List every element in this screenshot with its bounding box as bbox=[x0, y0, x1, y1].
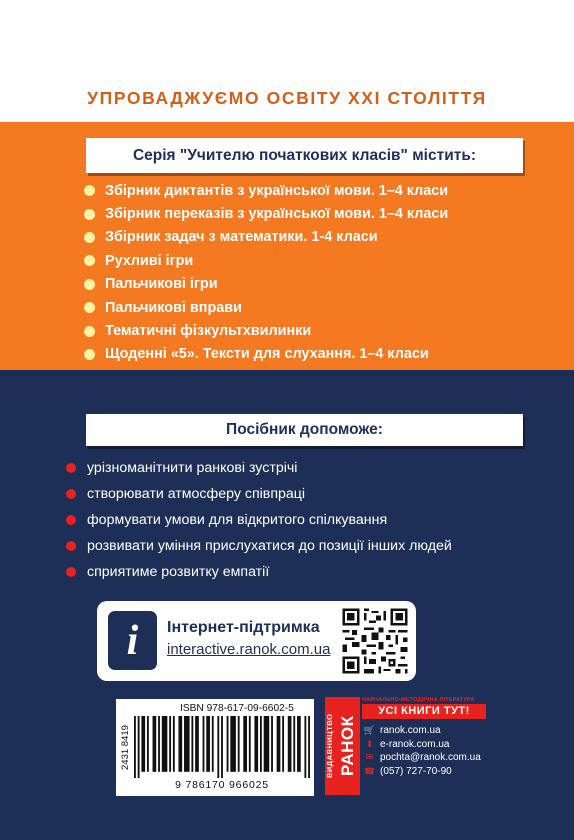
bullet-icon bbox=[84, 326, 95, 337]
list-item: Збірник диктантів з української мови. 1–4 класи bbox=[84, 179, 448, 202]
list-item: Пальчикові ігри bbox=[84, 273, 448, 296]
bullet-icon bbox=[66, 515, 76, 525]
mail-icon: ✉ bbox=[365, 752, 374, 763]
list-item: Рухливі ігри bbox=[84, 249, 448, 272]
barcode-number: 9 786170 966025 bbox=[175, 779, 269, 791]
publisher-label: ВИДАВНИЦТВО bbox=[325, 713, 334, 779]
barcode-side-number: 2431 8419 bbox=[120, 725, 131, 771]
cart-icon: 🛒 bbox=[363, 725, 376, 736]
series-list bbox=[84, 179, 448, 366]
series-title: Серія "Учителю початкових класів" містить: bbox=[86, 138, 523, 173]
bullet-icon bbox=[84, 232, 95, 243]
contact-phone[interactable]: ☎ (057) 727-70-90 bbox=[363, 766, 452, 778]
list-item: розвивати уміння прислухатися до позиції інших людей bbox=[66, 533, 452, 559]
helps-list bbox=[66, 455, 452, 585]
bullet-icon bbox=[66, 567, 76, 577]
bullet-icon bbox=[66, 541, 76, 551]
series-slogan: УПРОВАДЖУЄМО ОСВІТУ XXI СТОЛІТТЯ bbox=[87, 88, 487, 108]
bullet-icon bbox=[84, 209, 95, 220]
list-item: Пальчикові вправи bbox=[84, 296, 448, 319]
literature-label: НАВЧАЛЬНО-МЕТОДИЧНА ЛІТЕРАТУРА bbox=[362, 697, 475, 703]
qr-code-icon bbox=[340, 606, 410, 676]
barcode-icon bbox=[134, 716, 310, 778]
list-item: урізноманітнити ранкові зустрічі bbox=[66, 455, 452, 481]
bullet-icon bbox=[66, 489, 76, 499]
contact-email[interactable]: ✉ pochta@ranok.com.ua bbox=[365, 752, 481, 764]
info-icon: i bbox=[108, 611, 157, 670]
support-title: Інтернет-підтримка bbox=[167, 619, 320, 636]
publisher-name: РАНОК bbox=[338, 715, 357, 777]
bullet-icon bbox=[84, 349, 95, 360]
publisher-contacts bbox=[364, 724, 481, 778]
bullet-icon bbox=[84, 279, 95, 290]
bullet-icon bbox=[84, 255, 95, 266]
contact-eshop[interactable]: ⬇ e-ranok.com.ua bbox=[365, 738, 450, 750]
support-link[interactable]: interactive.ranok.com.ua bbox=[167, 641, 331, 658]
list-item: Збірник переказів з української мови. 1–4 класи bbox=[84, 202, 448, 225]
list-item: формувати умови для відкритого спілкування bbox=[66, 507, 452, 533]
helps-title: Посібник допоможе: bbox=[86, 414, 523, 446]
phone-icon: ☎ bbox=[363, 766, 376, 777]
bullet-icon bbox=[84, 302, 95, 313]
bullet-icon bbox=[84, 185, 95, 196]
isbn-label: ISBN 978-617-09-6602-5 bbox=[180, 703, 294, 714]
list-item: сприятиме розвитку емпатії bbox=[66, 559, 452, 585]
list-item: Щоденні «5». Тексти для слухання. 1–4 класи bbox=[84, 343, 448, 366]
download-icon: ⬇ bbox=[365, 738, 374, 749]
list-item: Збірник задач з математики. 1-4 класи bbox=[84, 226, 448, 249]
publisher-slogan: УСІ КНИГИ ТУТ! bbox=[362, 704, 486, 719]
list-item: створювати атмосферу співпраці bbox=[66, 481, 452, 507]
list-item: Тематичні фізкультхвилинки bbox=[84, 319, 448, 342]
bullet-icon bbox=[66, 463, 76, 473]
contact-website[interactable]: 🛒 ranok.com.ua bbox=[363, 725, 441, 737]
